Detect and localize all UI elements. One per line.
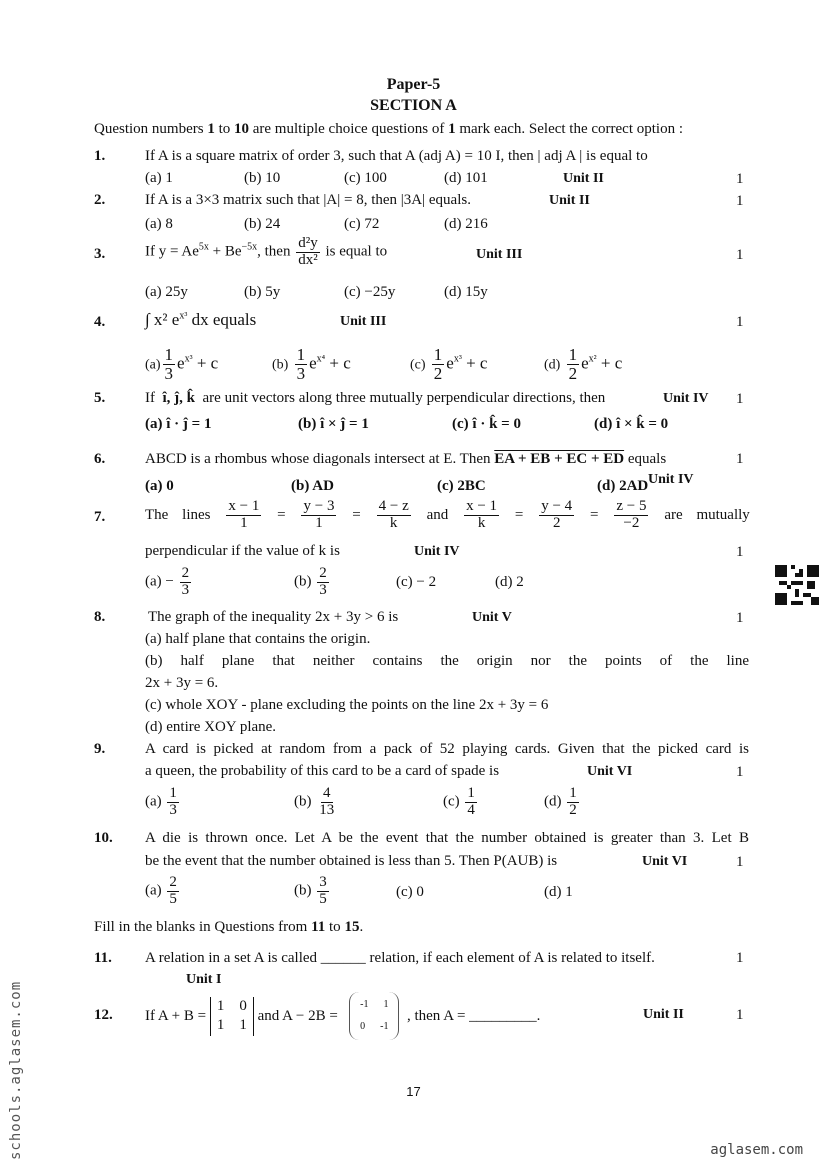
question-text: If î, ĵ, k̂ are unit vectors along three mutually perpendicular directions, then	[145, 390, 606, 406]
option-b: (b) 10	[244, 170, 281, 186]
unit-label: Unit V	[472, 610, 512, 625]
derivative-fraction: $\frac{\text{d²y}}{\text{dx²}}$	[298, 235, 318, 268]
option-a: (a) î · ĵ = 1	[145, 416, 212, 432]
option-d: (d) 101	[444, 170, 488, 186]
option-c: (c) 2BC	[437, 478, 486, 494]
marks: 1	[736, 854, 744, 870]
option-a: (a) 25y	[145, 284, 188, 300]
question-text: If A is a 3×3 matrix such that |A| = 8, then |3A| equals.	[145, 192, 471, 208]
unit-label: Unit IV	[414, 544, 460, 559]
option-c: (c) − 2	[396, 574, 437, 590]
option-c: (c) î · k̂ = 0	[452, 416, 521, 432]
question-text: If A is a square matrix of order 3, such that A (adj A) = 10 I, then | adj A | is equal to	[145, 148, 648, 164]
question-text: If A + B = 1 0 1 1 and A − 2B = -1 1 0 -1 , then A = _________.	[145, 992, 540, 1040]
option-c: (c) 100	[344, 170, 387, 186]
marks: 1	[736, 391, 744, 407]
marks: 1	[736, 193, 744, 209]
option-c: (c) 0	[396, 884, 424, 900]
option-d: (d) 2AD	[597, 478, 649, 494]
option-d: (d) 1	[544, 884, 573, 900]
marks: 1	[736, 1007, 744, 1023]
question-number: 9.	[94, 741, 106, 757]
question-number: 11.	[94, 950, 112, 966]
option-a: (a) − $\frac{2}{3}$	[145, 565, 190, 598]
unit-label: Unit IV	[648, 472, 694, 487]
question-text: A die is thrown once. Let A be the event that the number obtained is greater than 3. Let B	[145, 830, 749, 846]
option-b: (b) î × ĵ = 1	[298, 416, 369, 432]
option-b: (b) 5y	[244, 284, 281, 300]
question-text-line2: perpendicular if the value of k is	[145, 543, 340, 559]
bottom-watermark: aglasem.com	[710, 1142, 803, 1158]
option-b-line2: 2x + 3y = 6.	[145, 675, 219, 691]
paper-title: Paper-5	[386, 76, 441, 93]
option-b: (b) $\frac{4}{13}$	[294, 785, 335, 818]
option-b: (b) half plane that neither contains the origin nor the points of the line	[145, 653, 749, 669]
question-text: A card is picked at random from a pack of 52 playing cards. Given that the picked card is	[145, 741, 749, 757]
fill-instructions: Fill in the blanks in Questions from 11 to 15.	[94, 919, 364, 935]
option-c: (c) $\frac{1}{4}$	[443, 785, 475, 818]
question-text: If $y = Ae^{5x} + Be^{-5x}$, then $\frac{\text{d²y}}{\text{dx²}}$ is equal to	[145, 235, 388, 268]
question-text-line2: be the event that the number obtained is less than 5. Then P(AUB) is	[145, 853, 558, 869]
marks: 1	[736, 247, 744, 263]
section-title: SECTION A	[370, 97, 457, 114]
question-text: A relation in a set A is called ______ relation, if each element of A is related to itself.	[145, 950, 655, 966]
unit-label: Unit II	[563, 171, 604, 186]
marks: 1	[736, 544, 744, 560]
option-d: (d) $\frac{1}{2}$	[544, 785, 577, 818]
mcq-instructions: Question numbers 1 to 10 are multiple choice questions of 1 mark each. Select the correct option :	[94, 121, 684, 137]
option-c: (c) $\frac{1}{2}$ $e^{x^3} + c$	[410, 345, 488, 383]
unit-label: Unit III	[340, 314, 387, 329]
marks: 1	[736, 171, 744, 187]
option-d: (d) $\frac{1}{2}$ $e^{x^2} + c$	[544, 345, 623, 383]
question-text: The lines $\frac{x - 1}{1}$ = $\frac{y - 3}{1}$ = $\frac{4 - z}{k}$ and $\frac{x - 1}{k}$ = $\frac{y - 4}{2}$ = $\frac{z - 5}{-2}$ are mutually	[145, 498, 750, 531]
marks: 1	[736, 451, 744, 467]
option-b: (b) AD	[291, 478, 334, 494]
question-number: 4.	[94, 314, 106, 330]
unit-label: Unit VI	[587, 764, 633, 779]
option-a: (a) 0	[145, 478, 174, 494]
marks: 1	[736, 314, 744, 330]
question-number: 7.	[94, 509, 106, 525]
unit-label: Unit I	[186, 972, 222, 987]
question-number: 6.	[94, 451, 106, 467]
option-b: (b) 24	[244, 216, 281, 232]
option-a: (a) $\frac{2}{5}$	[145, 874, 177, 907]
question-number: 5.	[94, 390, 106, 406]
question-number: 3.	[94, 246, 106, 262]
question-text-line2: a queen, the probability of this card to be a card of spade is	[145, 763, 500, 779]
matrix-a-minus-2b: -1 1 0 -1	[349, 992, 399, 1040]
option-a: (a) $\frac{1}{3}$	[145, 785, 177, 818]
option-c: (c) 72	[344, 216, 380, 232]
option-d: (d) 2	[495, 574, 524, 590]
option-b: (b) $\frac{2}{3}$	[294, 565, 327, 598]
page-number: 17	[406, 1084, 421, 1099]
marks: 1	[736, 610, 744, 626]
option-c: (c) −25y	[344, 284, 396, 300]
side-watermark: schools.aglasem.com	[8, 980, 24, 1160]
question-number: 1.	[94, 148, 106, 164]
option-a: (a) $\frac{1}{3}$ $e^{x^3} + c$	[145, 345, 219, 383]
matrix-a-plus-b: 1 0 1 1	[210, 997, 254, 1036]
option-b: (b) $\frac{3}{5}$	[294, 874, 327, 907]
unit-label: Unit II	[549, 193, 590, 208]
option-d: (d) entire XOY plane.	[145, 719, 277, 735]
question-text: The graph of the inequality 2x + 3y > 6 is	[148, 609, 399, 625]
option-d: (d) 216	[444, 216, 488, 232]
unit-label: Unit II	[643, 1007, 684, 1022]
question-text: ∫ x² $e^{x^3}$ dx equals	[145, 310, 257, 329]
option-c: (c) whole XOY - plane excluding the points on the line 2x + 3y = 6	[145, 697, 549, 713]
question-number: 10.	[94, 830, 113, 846]
option-a: (a) 8	[145, 216, 173, 232]
qr-code	[775, 565, 819, 605]
marks: 1	[736, 950, 744, 966]
option-a: (a) 1	[145, 170, 173, 186]
option-d: (d) 15y	[444, 284, 488, 300]
unit-label: Unit VI	[642, 854, 688, 869]
option-b: (b) $\frac{1}{3}$ $e^{x^4} + c$	[272, 345, 351, 383]
question-number: 2.	[94, 192, 106, 208]
question-number: 12.	[94, 1007, 113, 1023]
question-text: ABCD is a rhombus whose diagonals intersect at E. Then EA + EB + EC + ED equals	[145, 451, 667, 467]
option-d: (d) î × k̂ = 0	[594, 416, 669, 432]
marks: 1	[736, 764, 744, 780]
unit-label: Unit III	[476, 247, 523, 262]
unit-label: Unit IV	[663, 391, 709, 406]
option-a: (a) half plane that contains the origin.	[145, 631, 371, 647]
question-number: 8.	[94, 609, 106, 625]
